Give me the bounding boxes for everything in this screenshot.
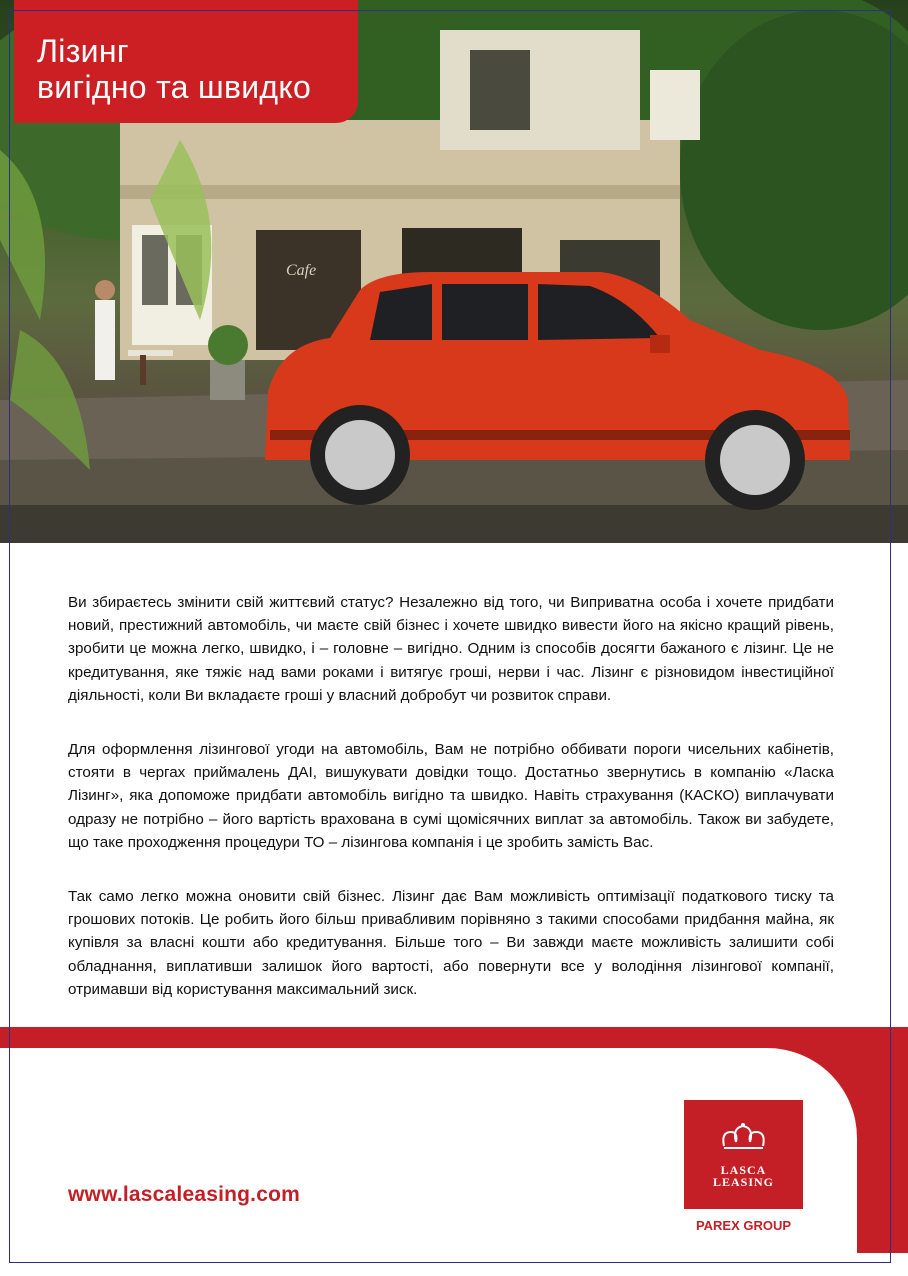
website-link[interactable]: www.lascaleasing.com (68, 1183, 300, 1206)
headline-line2: вигідно та швидко (37, 69, 312, 105)
group-name: PAREX GROUP (695, 1218, 792, 1233)
logo-text-leasing: LEASING (712, 1175, 775, 1189)
article-body (68, 591, 834, 1032)
crown-icon (718, 1122, 769, 1152)
company-logo (684, 1100, 803, 1209)
headline-box (14, 0, 358, 123)
hero-photo (0, 0, 908, 543)
paragraph: Для оформлення лізингової угоди на автомобіль, Вам не потрібно оббивати пороги чисельних кабінетів, стояти в чергах приймалень ДАІ, вишукувати довідки тощо. Достатньо звернутись в компанію «Ласка Лізинг», яка допоможе придбати автомобіль вигідно та швидко. Навіть страхування (КАСКО) виплачувати одразу не потрібно – його вартість врахована в сумі щомісячних виплат за автомобіль. Також ви забудете, що таке проходження процедури ТО – лізингова компанія і це зробить замість Вас. (68, 741, 834, 851)
cafe-sign: Cafe (286, 262, 317, 279)
logo-text-lasca: LASCA (720, 1163, 767, 1177)
paragraph: Так само легко можна оновити свій бізнес. Лізинг дає Вам можливість оптимізації податкового тиску та грошових потоків. Це робить його більш привабливим порівняно з такими способами придбання майна, як купівля за власні кошти або кредитування. Більше того – Ви завжди маєте можливість залишити собі обладнання, виплативши залишок його вартості, або повернути все у володіння лізингової компанії, отримавши від користування максимальний зиск. (68, 888, 834, 998)
headline-line1: Лізинг (37, 33, 129, 69)
paragraph: Ви збираєтесь змінити свій життєвий статус? Незалежно від того, чи Виприватна особа і хочете придбати новий, престижний автомобіль, чи маєте свій бізнес і хочете швидко вивести його на якісно кращий рівень, зробити це можна легко, швидко, і – головне – вигідно. Одним із способів досягти бажаного є лізинг. Це не кредитування, яке тяжіє над вами роками і витягує гроші, нерви і час. Лізинг є різновидом інвестиційної діяльності, коли Ви вкладаєте гроші у власний добробут чи розвиток справи. (68, 594, 834, 704)
